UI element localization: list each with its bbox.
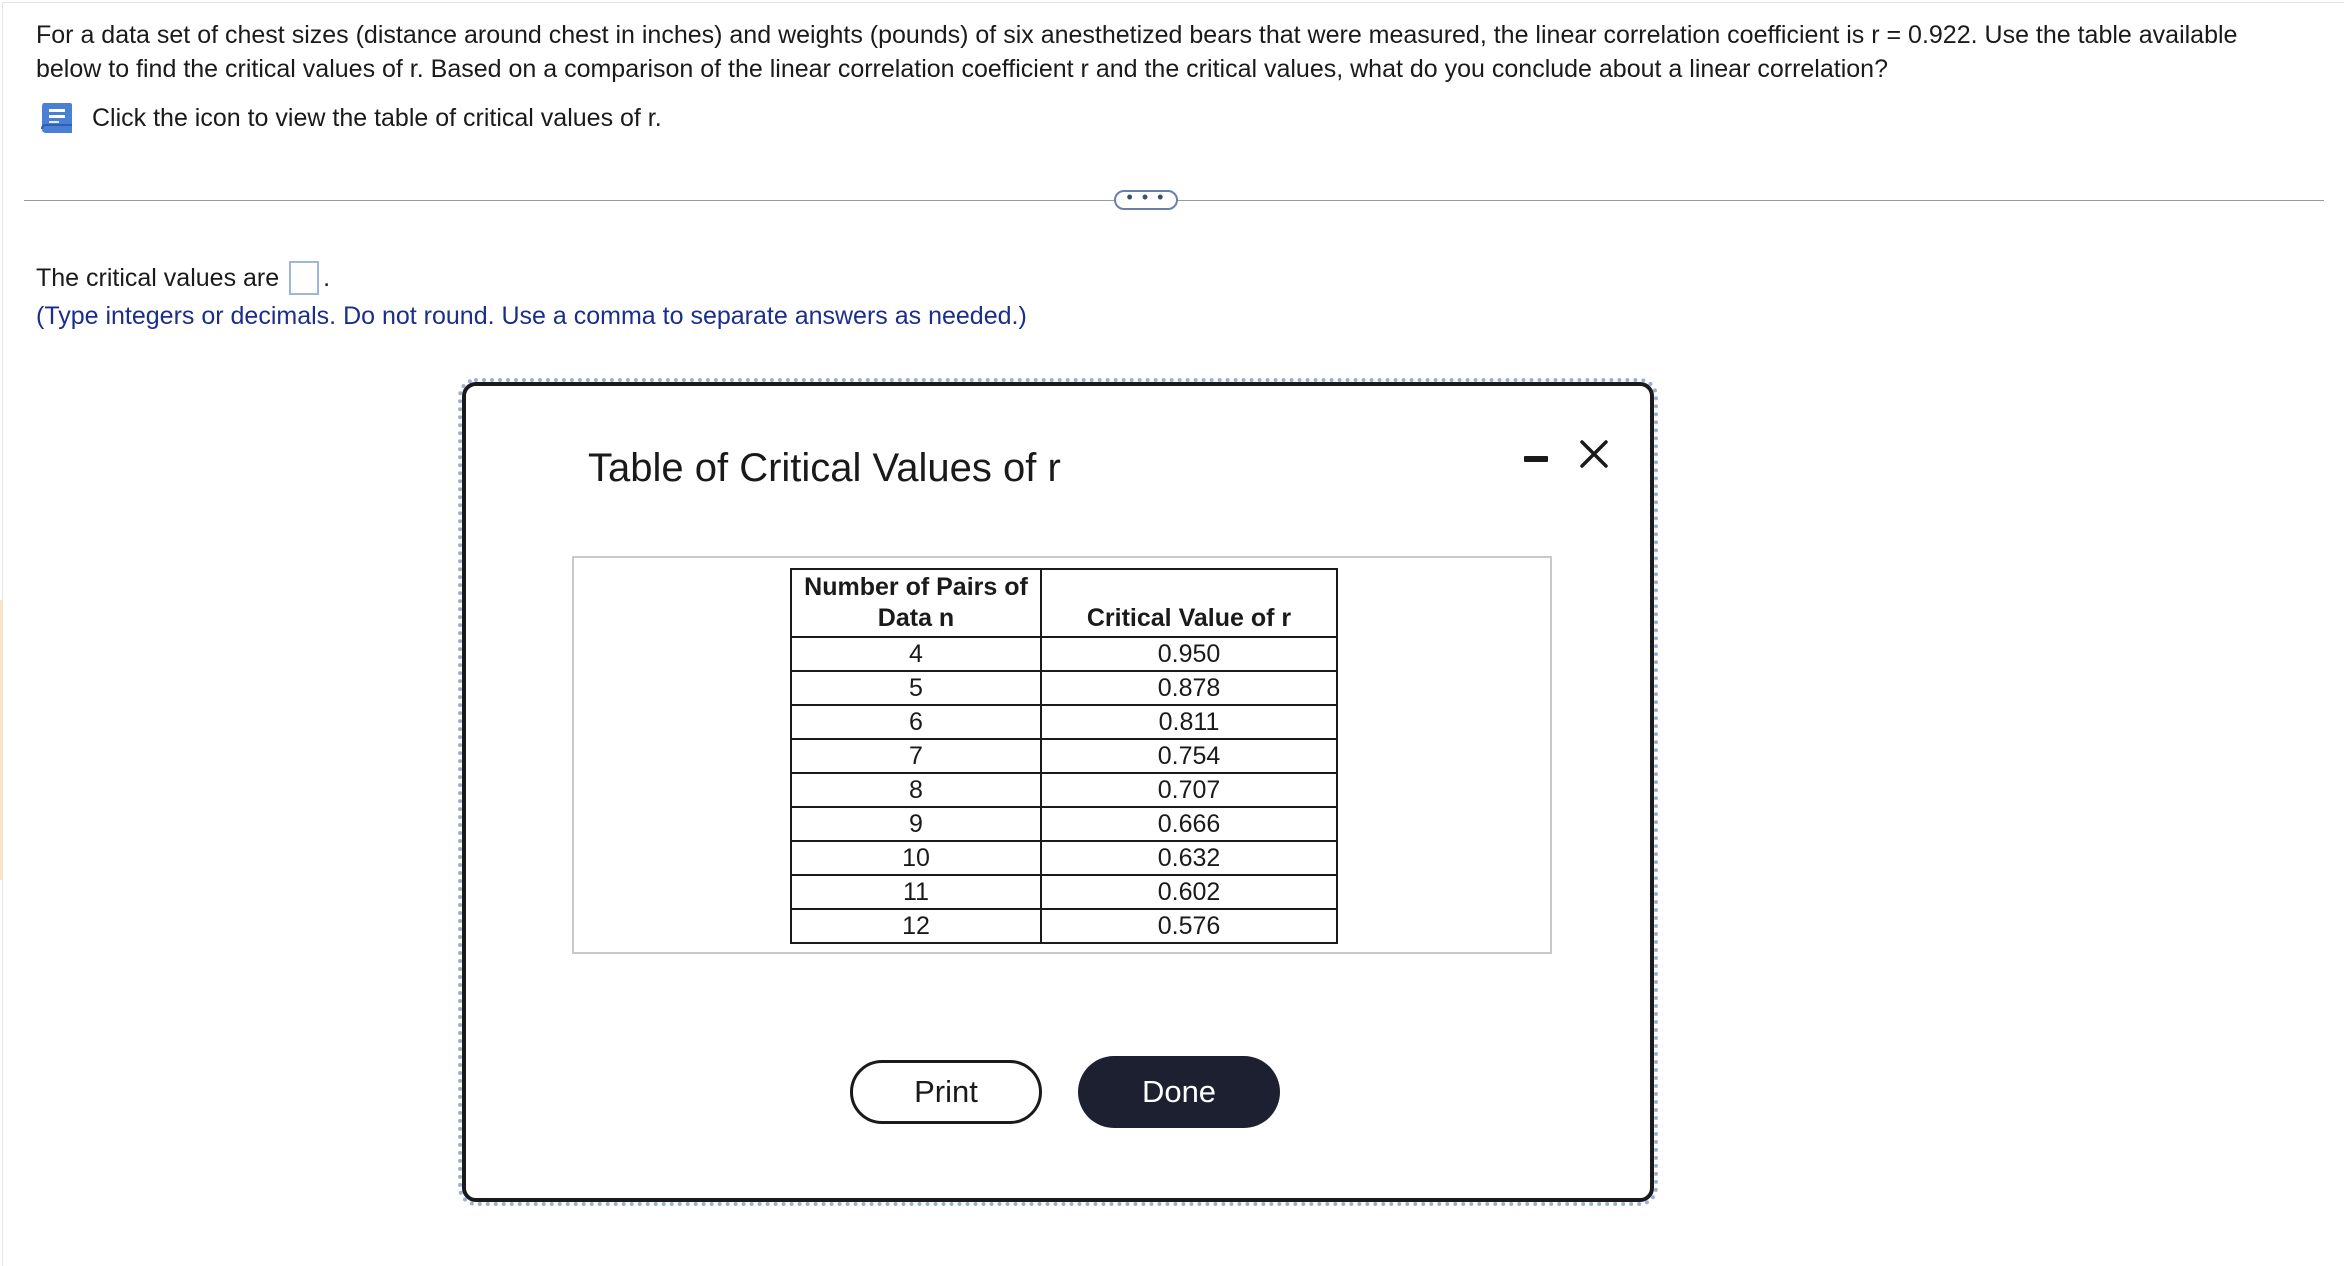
- cell-n: 12: [791, 909, 1041, 943]
- critical-values-input[interactable]: [289, 261, 319, 295]
- answer-prefix: The critical values are: [36, 263, 280, 292]
- cell-r: 0.576: [1041, 909, 1337, 943]
- critical-values-dialog: [462, 382, 1654, 1202]
- cell-r: 0.602: [1041, 875, 1337, 909]
- cell-n: 5: [791, 671, 1041, 705]
- header-critical-value: Critical Value of r: [1041, 569, 1337, 637]
- table-row: [791, 671, 1337, 705]
- answer-suffix: .: [323, 263, 331, 292]
- print-button[interactable]: Print: [850, 1060, 1042, 1124]
- table-row: [791, 739, 1337, 773]
- table-row: [791, 637, 1337, 671]
- question-text: For a data set of chest sizes (distance around chest in inches) and weights (pounds) of six anesthetized bears that were measured, the linear correlation coefficient is r = 0.922. Use the table available below to find the critical values of r. Based on a comparison of the linear correlation coefficient r and the critical values, what do you conclude about a linear correlation?: [36, 21, 2238, 83]
- header-number-of-pairs: Number of Pairs of Data n: [791, 569, 1041, 637]
- expand-more-button[interactable]: • • •: [1114, 190, 1178, 210]
- cell-n: 11: [791, 875, 1041, 909]
- table-link-row: [38, 98, 662, 138]
- table-row: [791, 807, 1337, 841]
- cell-n: 6: [791, 705, 1041, 739]
- minimize-icon[interactable]: [1518, 436, 1554, 472]
- done-button[interactable]: Done: [1078, 1056, 1280, 1128]
- cell-r: 0.632: [1041, 841, 1337, 875]
- table-link-text[interactable]: Click the icon to view the table of critical values of r.: [92, 103, 662, 132]
- cell-n: 7: [791, 739, 1041, 773]
- table-row: [791, 705, 1337, 739]
- cell-r: 0.950: [1041, 637, 1337, 671]
- left-accent-bar: [0, 600, 3, 880]
- answer-row: [36, 258, 330, 298]
- critical-values-table: [790, 568, 1338, 944]
- cell-n: 8: [791, 773, 1041, 807]
- table-row: [791, 875, 1337, 909]
- table-row: [791, 773, 1337, 807]
- book-icon[interactable]: [38, 99, 76, 137]
- cell-r: 0.707: [1041, 773, 1337, 807]
- cell-r: 0.754: [1041, 739, 1337, 773]
- table-frame: [572, 556, 1552, 954]
- dialog-title: Table of Critical Values of r: [588, 446, 1061, 490]
- answer-hint: (Type integers or decimals. Do not round. Use a comma to separate answers as needed.): [36, 302, 1027, 330]
- cell-n: 10: [791, 841, 1041, 875]
- table-row: [791, 909, 1337, 943]
- cell-n: 9: [791, 807, 1041, 841]
- table-row: [791, 841, 1337, 875]
- cell-n: 4: [791, 637, 1041, 671]
- cell-r: 0.666: [1041, 807, 1337, 841]
- cell-r: 0.811: [1041, 705, 1337, 739]
- close-icon[interactable]: [1574, 434, 1614, 474]
- cell-r: 0.878: [1041, 671, 1337, 705]
